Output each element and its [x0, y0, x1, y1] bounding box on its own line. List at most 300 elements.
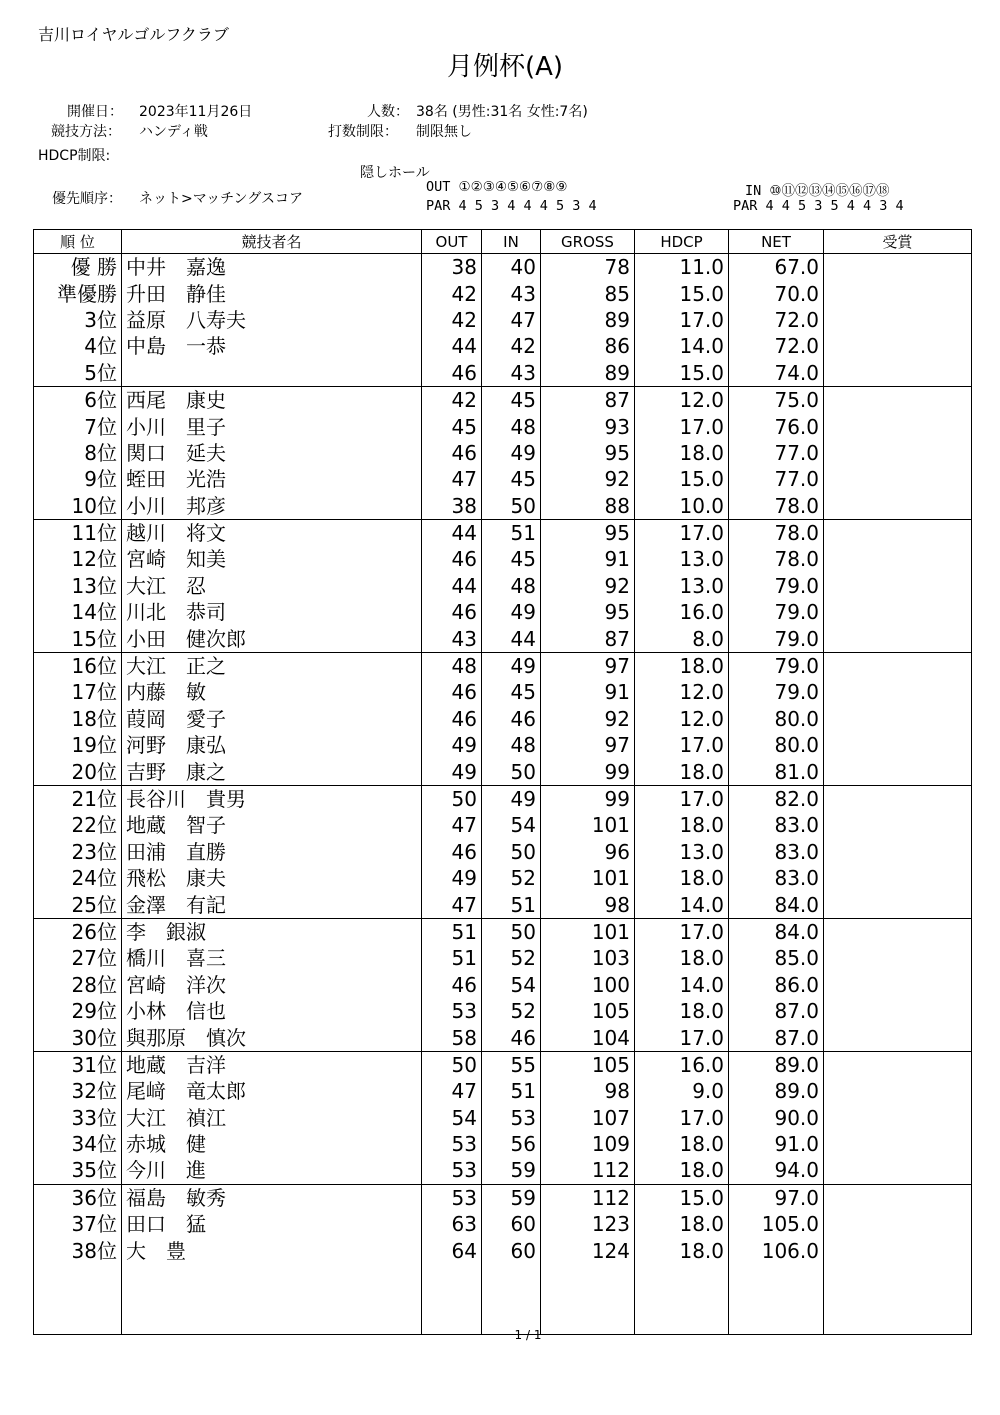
award-cell [824, 706, 972, 732]
in-cell: 49 [482, 785, 541, 812]
gross-cell: 101 [541, 812, 635, 838]
player-name-cell: 中島 一恭 [122, 333, 422, 359]
award-cell [824, 1184, 972, 1211]
table-row [34, 945, 972, 971]
award-cell [824, 972, 972, 998]
hdcp-cell: 15.0 [635, 1184, 729, 1211]
in-cell: 42 [482, 333, 541, 359]
out-cell: 51 [422, 918, 482, 945]
rank-cell: 4位 [34, 333, 122, 359]
player-name-cell: 小川 邦彦 [122, 493, 422, 520]
net-cell: 84.0 [729, 891, 824, 918]
rank-cell: 36位 [34, 1184, 122, 1211]
gross-cell: 78 [541, 254, 635, 281]
out-cell: 44 [422, 573, 482, 599]
gross-cell: 101 [541, 918, 635, 945]
table-row [34, 1184, 972, 1211]
gross-cell: 87 [541, 625, 635, 652]
table-row [34, 546, 972, 572]
out-cell: 46 [422, 706, 482, 732]
player-name-cell: 今川 進 [122, 1157, 422, 1184]
rank-cell: 31位 [34, 1051, 122, 1078]
rank-cell: 26位 [34, 918, 122, 945]
in-cell: 48 [482, 732, 541, 758]
player-name-cell: 宮崎 知美 [122, 546, 422, 572]
player-name-cell: 田浦 直勝 [122, 839, 422, 865]
player-name-cell [122, 360, 422, 387]
hdcp-limit-label: HDCP制限: [38, 148, 111, 164]
hdcp-cell: 17.0 [635, 307, 729, 333]
empty-cell [422, 1264, 482, 1335]
net-cell: 77.0 [729, 466, 824, 492]
player-name-cell: 金澤 有記 [122, 891, 422, 918]
table-row [34, 333, 972, 359]
gross-cell: 92 [541, 573, 635, 599]
gross-cell: 95 [541, 519, 635, 546]
net-cell: 82.0 [729, 785, 824, 812]
gross-cell: 105 [541, 998, 635, 1024]
rank-cell: 17位 [34, 679, 122, 705]
hdcp-cell: 17.0 [635, 1105, 729, 1131]
empty-cell [482, 1264, 541, 1335]
net-cell: 80.0 [729, 732, 824, 758]
award-cell [824, 839, 972, 865]
empty-cell [34, 1264, 122, 1335]
gross-cell: 91 [541, 546, 635, 572]
award-cell [824, 1237, 972, 1263]
player-name-cell: 小林 信也 [122, 998, 422, 1024]
net-cell: 97.0 [729, 1184, 824, 1211]
award-cell [824, 812, 972, 838]
in-cell: 46 [482, 706, 541, 732]
table-row [34, 573, 972, 599]
method-label: 競技方法： [51, 124, 121, 140]
out-cell: 49 [422, 865, 482, 891]
out-cell: 46 [422, 440, 482, 466]
header-in: IN [482, 230, 541, 254]
player-name-cell: 長谷川 貴男 [122, 785, 422, 812]
in-cell: 43 [482, 360, 541, 387]
player-name-cell: 福島 敏秀 [122, 1184, 422, 1211]
hdcp-cell: 16.0 [635, 1051, 729, 1078]
table-row [34, 1051, 972, 1078]
out-cell: 53 [422, 1184, 482, 1211]
hdcp-cell: 13.0 [635, 839, 729, 865]
out-cell: 42 [422, 307, 482, 333]
priority-label: 優先順序： [52, 191, 122, 207]
out-cell: 50 [422, 785, 482, 812]
table-row [34, 413, 972, 439]
net-cell: 79.0 [729, 625, 824, 652]
hdcp-cell: 15.0 [635, 280, 729, 306]
rank-cell: 10位 [34, 493, 122, 520]
player-name-cell: 越川 将文 [122, 519, 422, 546]
player-name-cell: 李 銀淑 [122, 918, 422, 945]
out-cell: 38 [422, 493, 482, 520]
rank-cell: 3位 [34, 307, 122, 333]
net-cell: 79.0 [729, 679, 824, 705]
rank-cell: 11位 [34, 519, 122, 546]
rank-cell: 33位 [34, 1105, 122, 1131]
out-cell: 54 [422, 1105, 482, 1131]
out-cell: 44 [422, 519, 482, 546]
out-cell: 49 [422, 732, 482, 758]
gross-cell: 99 [541, 785, 635, 812]
net-cell: 87.0 [729, 1024, 824, 1051]
hdcp-cell: 18.0 [635, 865, 729, 891]
player-name-cell: 橋川 喜三 [122, 945, 422, 971]
header-award: 受賞 [824, 230, 972, 254]
gross-cell: 103 [541, 945, 635, 971]
award-cell [824, 918, 972, 945]
hdcp-cell: 18.0 [635, 1131, 729, 1157]
player-name-cell: 地蔵 吉洋 [122, 1051, 422, 1078]
gross-cell: 95 [541, 440, 635, 466]
hdcp-cell: 12.0 [635, 679, 729, 705]
hdcp-cell: 14.0 [635, 333, 729, 359]
in-cell: 50 [482, 918, 541, 945]
net-cell: 75.0 [729, 386, 824, 413]
award-cell [824, 546, 972, 572]
net-cell: 83.0 [729, 839, 824, 865]
hdcp-cell: 17.0 [635, 732, 729, 758]
player-name-cell: 大江 禎江 [122, 1105, 422, 1131]
out-cell: 50 [422, 1051, 482, 1078]
out-cell: 53 [422, 998, 482, 1024]
out-cell: 63 [422, 1211, 482, 1237]
table-row [34, 254, 972, 281]
award-cell [824, 1105, 972, 1131]
award-cell [824, 1078, 972, 1104]
award-cell [824, 440, 972, 466]
in-cell: 49 [482, 599, 541, 625]
award-cell [824, 865, 972, 891]
gross-cell: 109 [541, 1131, 635, 1157]
empty-cell [541, 1264, 635, 1335]
award-cell [824, 466, 972, 492]
empty-row [34, 1264, 972, 1335]
table-row [34, 865, 972, 891]
rank-cell: 15位 [34, 625, 122, 652]
out-cell: 42 [422, 386, 482, 413]
table-row [34, 918, 972, 945]
out-cell: 45 [422, 413, 482, 439]
net-cell: 76.0 [729, 413, 824, 439]
award-cell [824, 573, 972, 599]
page-title: 月例杯(A) [446, 52, 564, 82]
award-cell [824, 998, 972, 1024]
table-row [34, 998, 972, 1024]
rank-cell: 13位 [34, 573, 122, 599]
table-row [34, 732, 972, 758]
player-name-cell: 中井 嘉逸 [122, 254, 422, 281]
gross-cell: 88 [541, 493, 635, 520]
rank-cell: 23位 [34, 839, 122, 865]
net-cell: 80.0 [729, 706, 824, 732]
net-cell: 70.0 [729, 280, 824, 306]
award-cell [824, 599, 972, 625]
award-cell [824, 254, 972, 281]
award-cell [824, 758, 972, 785]
out-cell: 47 [422, 812, 482, 838]
out-cell: 46 [422, 972, 482, 998]
in-cell: 45 [482, 679, 541, 705]
net-cell: 94.0 [729, 1157, 824, 1184]
player-name-cell: 飛松 康夫 [122, 865, 422, 891]
club-name: 吉川ロイヤルゴルフクラブ [38, 25, 229, 44]
date-label: 開催日： [67, 104, 123, 120]
empty-cell [635, 1264, 729, 1335]
player-name-cell: 與那原 慎次 [122, 1024, 422, 1051]
rank-cell: 29位 [34, 998, 122, 1024]
in-cell: 52 [482, 998, 541, 1024]
in-cell: 44 [482, 625, 541, 652]
rank-cell: 7位 [34, 413, 122, 439]
in-cell: 48 [482, 413, 541, 439]
empty-cell [729, 1264, 824, 1335]
hdcp-cell: 16.0 [635, 599, 729, 625]
in-cell: 60 [482, 1237, 541, 1263]
out-cell: 46 [422, 599, 482, 625]
award-cell [824, 1024, 972, 1051]
rank-cell: 25位 [34, 891, 122, 918]
gross-cell: 89 [541, 360, 635, 387]
table-row [34, 1237, 972, 1263]
rank-cell: 5位 [34, 360, 122, 387]
gross-cell: 104 [541, 1024, 635, 1051]
rank-cell: 19位 [34, 732, 122, 758]
award-cell [824, 333, 972, 359]
method-value: ハンディ戦 [139, 124, 208, 140]
net-cell: 79.0 [729, 599, 824, 625]
net-cell: 105.0 [729, 1211, 824, 1237]
table-row [34, 599, 972, 625]
award-cell [824, 307, 972, 333]
award-cell [824, 1157, 972, 1184]
header-net: NET [729, 230, 824, 254]
out-cell: 49 [422, 758, 482, 785]
player-name-cell: 大江 忍 [122, 573, 422, 599]
in-cell: 51 [482, 519, 541, 546]
net-cell: 84.0 [729, 918, 824, 945]
rank-cell: 12位 [34, 546, 122, 572]
award-cell [824, 280, 972, 306]
table-header [34, 230, 972, 254]
hdcp-cell: 10.0 [635, 493, 729, 520]
hdcp-cell: 8.0 [635, 625, 729, 652]
net-cell: 89.0 [729, 1078, 824, 1104]
player-name-cell: 川北 恭司 [122, 599, 422, 625]
in-cell: 49 [482, 440, 541, 466]
player-name-cell: 関口 延夫 [122, 440, 422, 466]
award-cell [824, 891, 972, 918]
net-cell: 79.0 [729, 573, 824, 599]
in-cell: 53 [482, 1105, 541, 1131]
net-cell: 90.0 [729, 1105, 824, 1131]
table-row [34, 1105, 972, 1131]
table-row [34, 758, 972, 785]
player-name-cell: 西尾 康史 [122, 386, 422, 413]
award-cell [824, 679, 972, 705]
player-name-cell: 河野 康弘 [122, 732, 422, 758]
table-row [34, 519, 972, 546]
out-cell: 64 [422, 1237, 482, 1263]
net-cell: 83.0 [729, 812, 824, 838]
header-hdcp: HDCP [635, 230, 729, 254]
net-cell: 81.0 [729, 758, 824, 785]
award-cell [824, 386, 972, 413]
limit-label: 打数制限： [328, 124, 398, 140]
rank-cell: 16位 [34, 652, 122, 679]
table-row [34, 280, 972, 306]
rank-cell: 9位 [34, 466, 122, 492]
hdcp-cell: 15.0 [635, 466, 729, 492]
in-cell: 45 [482, 466, 541, 492]
award-cell [824, 732, 972, 758]
gross-cell: 97 [541, 732, 635, 758]
hdcp-cell: 18.0 [635, 440, 729, 466]
hdcp-cell: 18.0 [635, 758, 729, 785]
rank-cell: 38位 [34, 1237, 122, 1263]
hdcp-cell: 18.0 [635, 1211, 729, 1237]
hdcp-cell: 18.0 [635, 945, 729, 971]
hdcp-cell: 17.0 [635, 519, 729, 546]
table-row [34, 1078, 972, 1104]
header-name: 競技者名 [122, 230, 422, 254]
award-cell [824, 493, 972, 520]
gross-cell: 101 [541, 865, 635, 891]
gross-cell: 89 [541, 307, 635, 333]
player-name-cell: 蛭田 光浩 [122, 466, 422, 492]
priority-value: ネット>マッチングスコア [139, 191, 304, 207]
gross-cell: 95 [541, 599, 635, 625]
player-name-cell: 升田 静佳 [122, 280, 422, 306]
table-row [34, 652, 972, 679]
table-row [34, 812, 972, 838]
gross-cell: 85 [541, 280, 635, 306]
in-cell: 60 [482, 1211, 541, 1237]
hdcp-cell: 18.0 [635, 652, 729, 679]
table-row [34, 466, 972, 492]
award-cell [824, 652, 972, 679]
award-cell [824, 413, 972, 439]
table-row [34, 891, 972, 918]
gross-cell: 93 [541, 413, 635, 439]
player-name-cell: 地蔵 智子 [122, 812, 422, 838]
out-cell: 46 [422, 679, 482, 705]
player-name-cell: 大江 正之 [122, 652, 422, 679]
gross-cell: 98 [541, 891, 635, 918]
net-cell: 74.0 [729, 360, 824, 387]
award-cell [824, 945, 972, 971]
rank-cell: 34位 [34, 1131, 122, 1157]
award-cell [824, 1211, 972, 1237]
hdcp-cell: 18.0 [635, 1237, 729, 1263]
in-cell: 48 [482, 573, 541, 599]
out-holes: OUT ①②③④⑤⑥⑦⑧⑨ [426, 179, 568, 195]
gross-cell: 92 [541, 466, 635, 492]
in-cell: 40 [482, 254, 541, 281]
rank-cell: 20位 [34, 758, 122, 785]
header-out: OUT [422, 230, 482, 254]
count-label: 人数： [367, 104, 409, 120]
rank-cell: 32位 [34, 1078, 122, 1104]
award-cell [824, 360, 972, 387]
hidden-hole-label: 隠しホール [360, 165, 430, 181]
hdcp-cell: 18.0 [635, 998, 729, 1024]
net-cell: 78.0 [729, 519, 824, 546]
player-name-cell: 宮崎 洋次 [122, 972, 422, 998]
rank-cell: 35位 [34, 1157, 122, 1184]
award-cell [824, 1131, 972, 1157]
in-cell: 43 [482, 280, 541, 306]
in-cell: 45 [482, 386, 541, 413]
table-row [34, 493, 972, 520]
date-value: 2023年11月26日 [139, 104, 253, 120]
table-row [34, 1024, 972, 1051]
table-row [34, 625, 972, 652]
out-cell: 42 [422, 280, 482, 306]
gross-cell: 98 [541, 1078, 635, 1104]
header-gross: GROSS [541, 230, 635, 254]
net-cell: 72.0 [729, 307, 824, 333]
in-cell: 49 [482, 652, 541, 679]
out-cell: 44 [422, 333, 482, 359]
out-cell: 47 [422, 466, 482, 492]
out-cell: 53 [422, 1131, 482, 1157]
hdcp-cell: 11.0 [635, 254, 729, 281]
net-cell: 78.0 [729, 546, 824, 572]
award-cell [824, 1051, 972, 1078]
gross-cell: 124 [541, 1237, 635, 1263]
hdcp-cell: 13.0 [635, 573, 729, 599]
net-cell: 72.0 [729, 333, 824, 359]
table-row [34, 307, 972, 333]
in-cell: 54 [482, 972, 541, 998]
rank-cell: 28位 [34, 972, 122, 998]
gross-cell: 96 [541, 839, 635, 865]
out-cell: 58 [422, 1024, 482, 1051]
in-cell: 52 [482, 945, 541, 971]
table-row [34, 360, 972, 387]
in-cell: 59 [482, 1184, 541, 1211]
table-row [34, 839, 972, 865]
gross-cell: 100 [541, 972, 635, 998]
empty-cell [824, 1264, 972, 1335]
hdcp-cell: 18.0 [635, 1157, 729, 1184]
net-cell: 106.0 [729, 1237, 824, 1263]
in-cell: 50 [482, 493, 541, 520]
page-number: 1 / 1 [514, 1328, 542, 1342]
award-cell [824, 625, 972, 652]
out-cell: 53 [422, 1157, 482, 1184]
rank-cell: 21位 [34, 785, 122, 812]
player-name-cell: 葭岡 愛子 [122, 706, 422, 732]
table-row [34, 706, 972, 732]
in-cell: 51 [482, 891, 541, 918]
results-table [33, 229, 972, 1335]
net-cell: 78.0 [729, 493, 824, 520]
in-cell: 52 [482, 865, 541, 891]
out-par: PAR 4 5 3 4 4 4 5 3 4 [426, 198, 597, 214]
gross-cell: 92 [541, 706, 635, 732]
in-cell: 50 [482, 758, 541, 785]
gross-cell: 86 [541, 333, 635, 359]
hdcp-cell: 13.0 [635, 546, 729, 572]
table-row [34, 1157, 972, 1184]
out-cell: 46 [422, 546, 482, 572]
out-cell: 38 [422, 254, 482, 281]
